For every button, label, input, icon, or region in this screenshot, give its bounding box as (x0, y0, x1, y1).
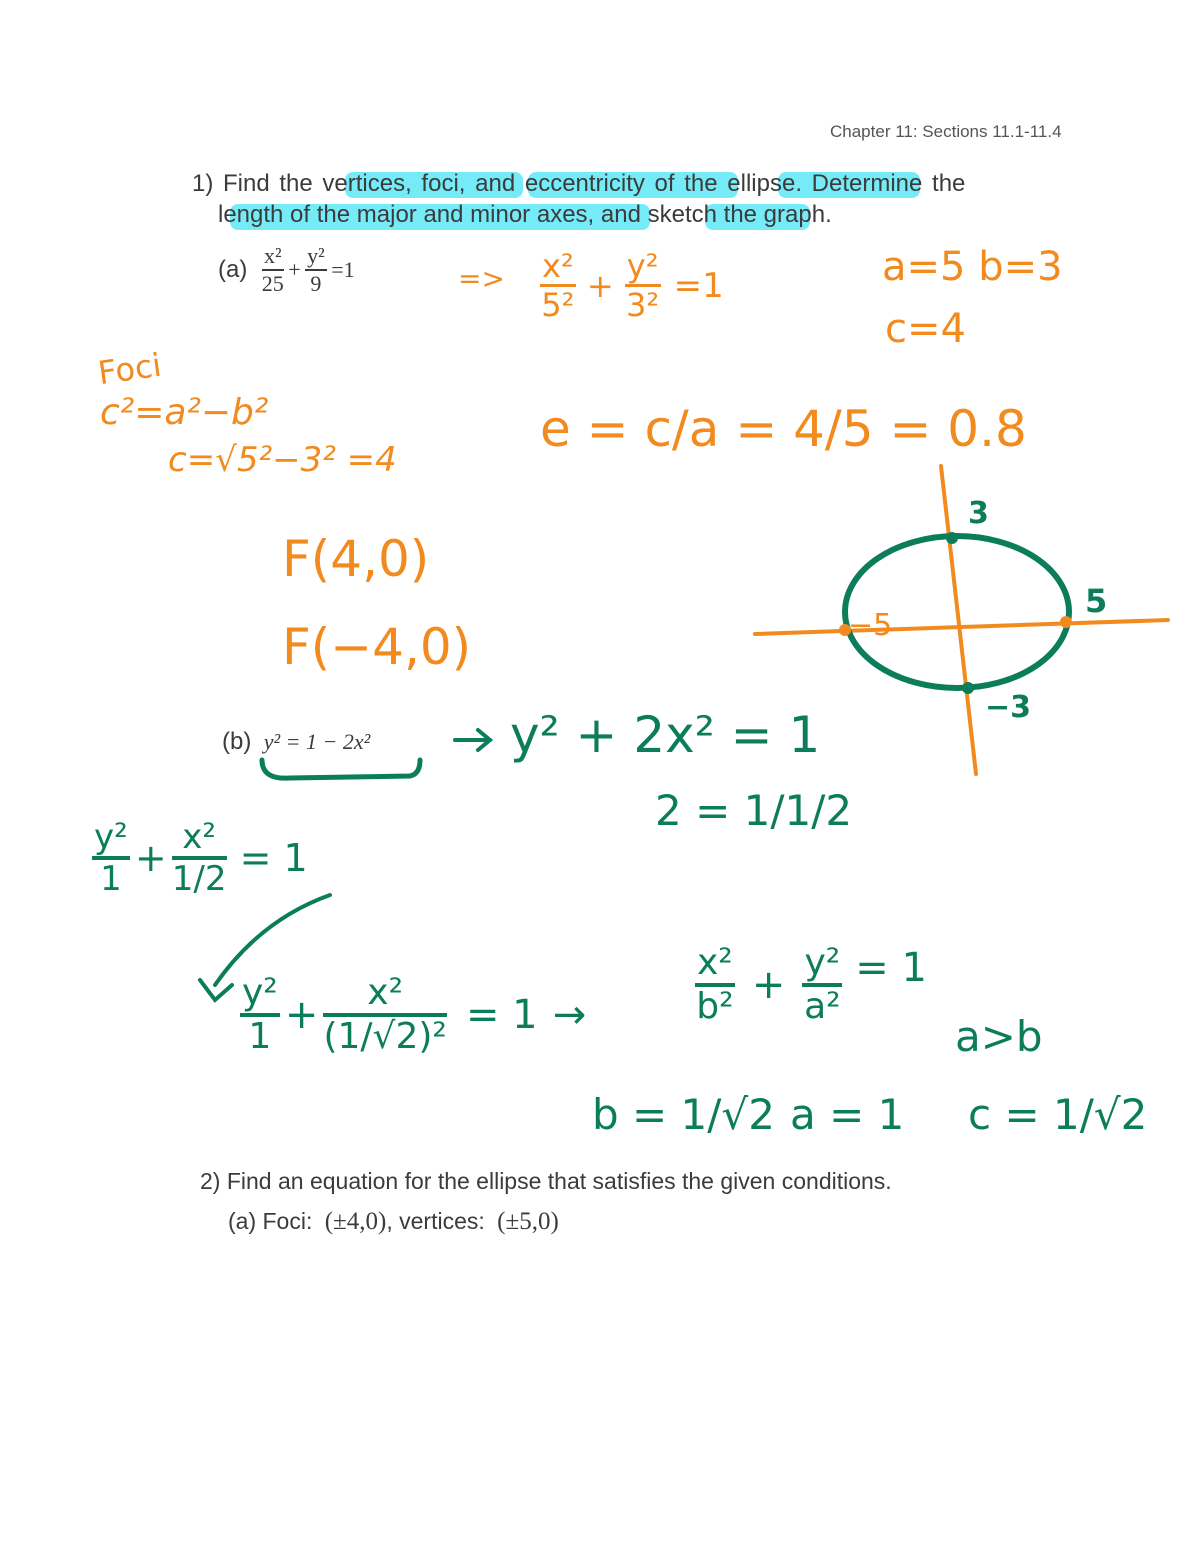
fraction-x2-25: $\frac{\text{x²}}{25}$ (261, 243, 284, 296)
part-a-label: (a) (218, 256, 248, 283)
sketch-label-3: 3 (968, 496, 989, 531)
orange-eccentricity: e = c/a = 4/5 = 0.8 (540, 400, 1027, 458)
problem2-part-a: (a) Foci: (±4,0), vertices: (±5,0) (228, 1208, 559, 1235)
green-step2: $\frac{\text{y²}}{1}$ + $\frac{\text{x²}}{\text{(1/√2)²}}$ = 1 → (242, 972, 587, 1057)
orange-focus-1: F(4,0) (282, 530, 430, 588)
part-b-equation: (b) y² = 1 − 2x² (222, 728, 371, 755)
green-two-over: 2 = 1/1/2 (655, 786, 853, 835)
fraction-y2-9: $\frac{\text{y²}}{9}$ (307, 243, 325, 296)
sketch-label-5: 5 (1085, 582, 1108, 620)
green-c-value: c = 1/√2 (968, 1090, 1148, 1139)
orange-c-value: c=4 (885, 306, 966, 352)
part-b-label: (b) (222, 728, 252, 755)
bracket-under-equation (262, 760, 420, 778)
green-b-rewrite: y² + 2x² = 1 (510, 706, 821, 764)
orange-a-b-values: a=5 b=3 (882, 244, 1063, 290)
chapter-header: Chapter 11: Sections 11.1-11.4 (830, 122, 1062, 141)
orange-c-formula: c²=a²−b² (100, 392, 269, 433)
part-a-equation: (a) $\frac{\text{x²}}{25}$ + $\frac{\text{y²}}{9}$ =1 (218, 243, 355, 296)
sketch-label-neg5: −5 (848, 608, 893, 643)
orange-focus-2: F(−4,0) (282, 618, 472, 676)
problem1-number: 1) (192, 170, 214, 197)
green-a-value: a = 1 (790, 1090, 905, 1139)
green-arrow-icon: → (552, 992, 587, 1038)
green-standard-form: $\frac{\text{x²}}{\text{b²}}$ + $\frac{\text{y²}}{\text{a²}}$ = 1 (696, 942, 927, 1027)
arrow-right-icon (455, 730, 490, 750)
orange-foci-heading: Foci (95, 345, 164, 393)
problem1-line1: 1) Find the vertices, foci, and eccentricity of the ellipse. Determine the (192, 170, 966, 197)
green-a-gt-b: a>b (955, 1012, 1043, 1061)
green-b-value: b = 1/√2 (592, 1090, 775, 1139)
green-step1: $\frac{\text{y²}}{1}$ + $\frac{\text{x²}}{1/2}$ = 1 (94, 817, 308, 899)
orange-arrow: => (458, 262, 505, 295)
orange-c-calc: c=√5²−3² =4 (168, 440, 397, 480)
sketch-label-neg3: −3 (985, 690, 1032, 725)
problem1-line2: length of the major and minor axes, and sketch the graph. (218, 201, 832, 228)
problem2-line1: 2) Find an equation for the ellipse that satisfies the given conditions. (200, 1168, 892, 1194)
orange-standard-form: $\frac{\text{x²}}{\text{5²}}$ + $\frac{\text{y²}}{\text{3²}}$ =1 (541, 247, 724, 324)
